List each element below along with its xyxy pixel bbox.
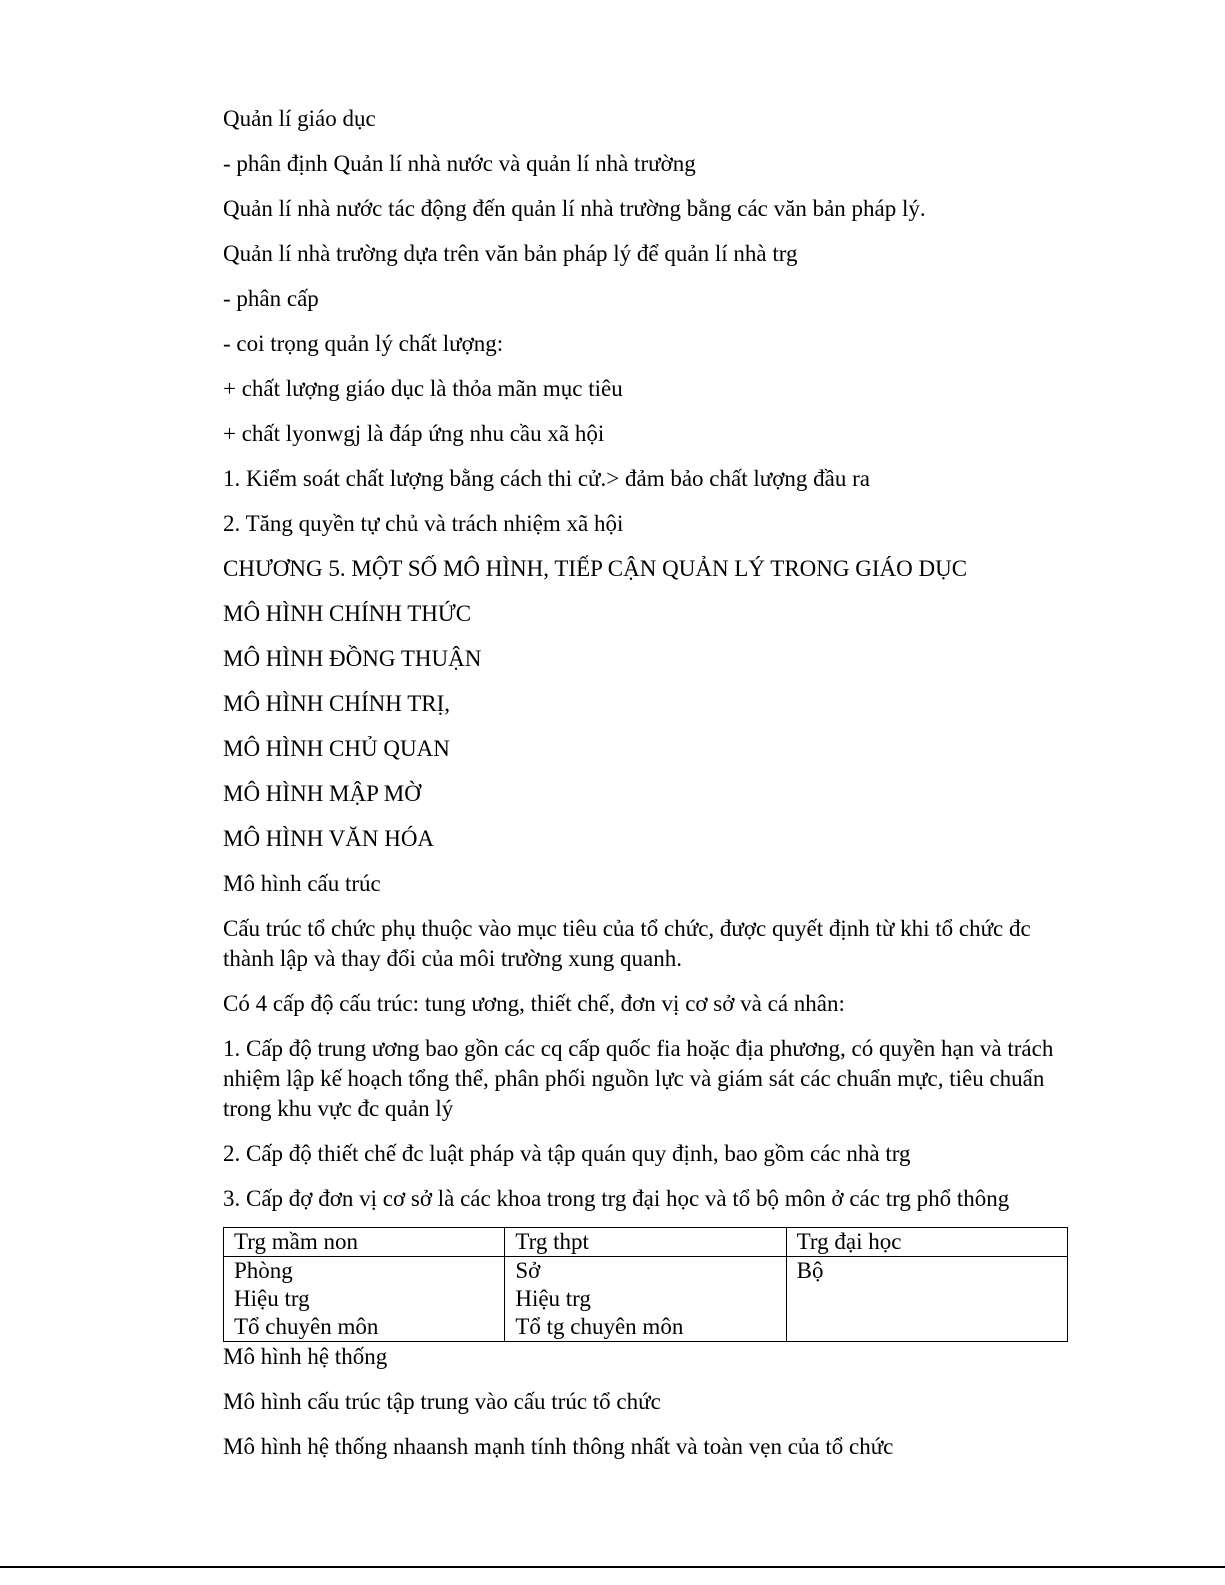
paragraph: 2. Cấp độ thiết chế đc luật pháp và tập quán quy định, bao gồm các nhà trg [223, 1141, 911, 1166]
table-header-cell: Trg mầm non [224, 1228, 505, 1257]
paragraph: 1. Cấp độ trung ương bao gồn các cq cấp quốc fia hoặc địa phương, có quyền hạn và trách nhiệm lập kế hoạch tổng thể, phân phối nguồn lực và giám sát các chuẩn mực, tiêu chuẩn trong khu vực đc quản lý [223, 1036, 1054, 1121]
table-cell-line: Hiệu trg [515, 1286, 591, 1311]
table-header-cell: Trg đại học [786, 1228, 1067, 1257]
model-heading: MÔ HÌNH MẬP MỜ [223, 781, 421, 806]
table-cell-line: Tổ tg chuyên môn [515, 1314, 684, 1339]
model-heading: MÔ HÌNH CHÍNH THỨC [223, 601, 472, 626]
model-heading: MÔ HÌNH CHÍNH TRỊ, [223, 691, 451, 716]
table-header-cell: Trg thpt [505, 1228, 786, 1257]
paragraph: + chất lượng giáo dục là thỏa mãn mục tiêu [223, 376, 623, 401]
paragraph: Quản lí nhà nước tác động đến quản lí nhà trường bằng các văn bản pháp lý. [223, 196, 926, 221]
paragraph: Mô hình hệ thống [223, 1344, 388, 1369]
model-heading: MÔ HÌNH CHỦ QUAN [223, 736, 450, 761]
paragraph: Quản lí nhà trường dựa trên văn bản pháp lý để quản lí nhà trg [223, 241, 798, 266]
model-heading: MÔ HÌNH ĐỒNG THUẬN [223, 646, 482, 671]
table-cell-line: Phòng [234, 1258, 293, 1283]
table-cell [505, 1257, 786, 1342]
table-cell-line: Tổ chuyên môn [234, 1314, 379, 1339]
table-cell [224, 1257, 505, 1342]
paragraph-heading-quan-li: Quản lí giáo dục [223, 106, 376, 131]
paragraph: 3. Cấp đợ đơn vị cơ sở là các khoa trong trg đại học và tổ bộ môn ở các trg phổ thông [223, 1186, 1010, 1211]
table-row [224, 1257, 1068, 1342]
table-cell-line: Hiệu trg [234, 1286, 310, 1311]
paragraph: 1. Kiểm soát chất lượng bằng cách thi cử.> đảm bảo chất lượng đầu ra [223, 466, 870, 491]
paragraph: Cấu trúc tổ chức phụ thuộc vào mục tiêu của tổ chức, được quyết định từ khi tổ chức đc thành lập và thay đổi của môi trường xung quanh. [223, 916, 1031, 971]
paragraph: Mô hình hệ thống nhaansh mạnh tính thông nhất và toàn vẹn của tổ chức [223, 1434, 894, 1459]
levels-table [223, 1227, 1068, 1342]
table-cell-line: Bộ [796, 1258, 824, 1283]
table-cell-line: Sở [515, 1258, 541, 1283]
paragraph: 2. Tăng quyền tự chủ và trách nhiệm xã hội [223, 511, 624, 536]
table-header-row [224, 1228, 1068, 1257]
table-cell [786, 1257, 1067, 1342]
paragraph: + chất lyonwgj là đáp ứng nhu cầu xã hội [223, 421, 605, 446]
paragraph: Mô hình cấu trúc tập trung vào cấu trúc tổ chức [223, 1389, 661, 1414]
model-heading: MÔ HÌNH VĂN HÓA [223, 826, 435, 851]
paragraph: - phân định Quản lí nhà nước và quản lí nhà trường [223, 151, 696, 176]
paragraph: - coi trọng quản lý chất lượng: [223, 331, 504, 356]
paragraph: Có 4 cấp độ cấu trúc: tung ương, thiết chế, đơn vị cơ sở và cá nhân: [223, 991, 845, 1016]
paragraph: - phân cấp [223, 286, 319, 311]
document-page [223, 104, 1073, 1477]
page-bottom-border [0, 1566, 1225, 1568]
paragraph: Mô hình cấu trúc [223, 871, 381, 896]
chapter-heading: CHƯƠNG 5. MỘT SỐ MÔ HÌNH, TIẾP CẬN QUẢN LÝ TRONG GIÁO DỤC [223, 556, 968, 581]
